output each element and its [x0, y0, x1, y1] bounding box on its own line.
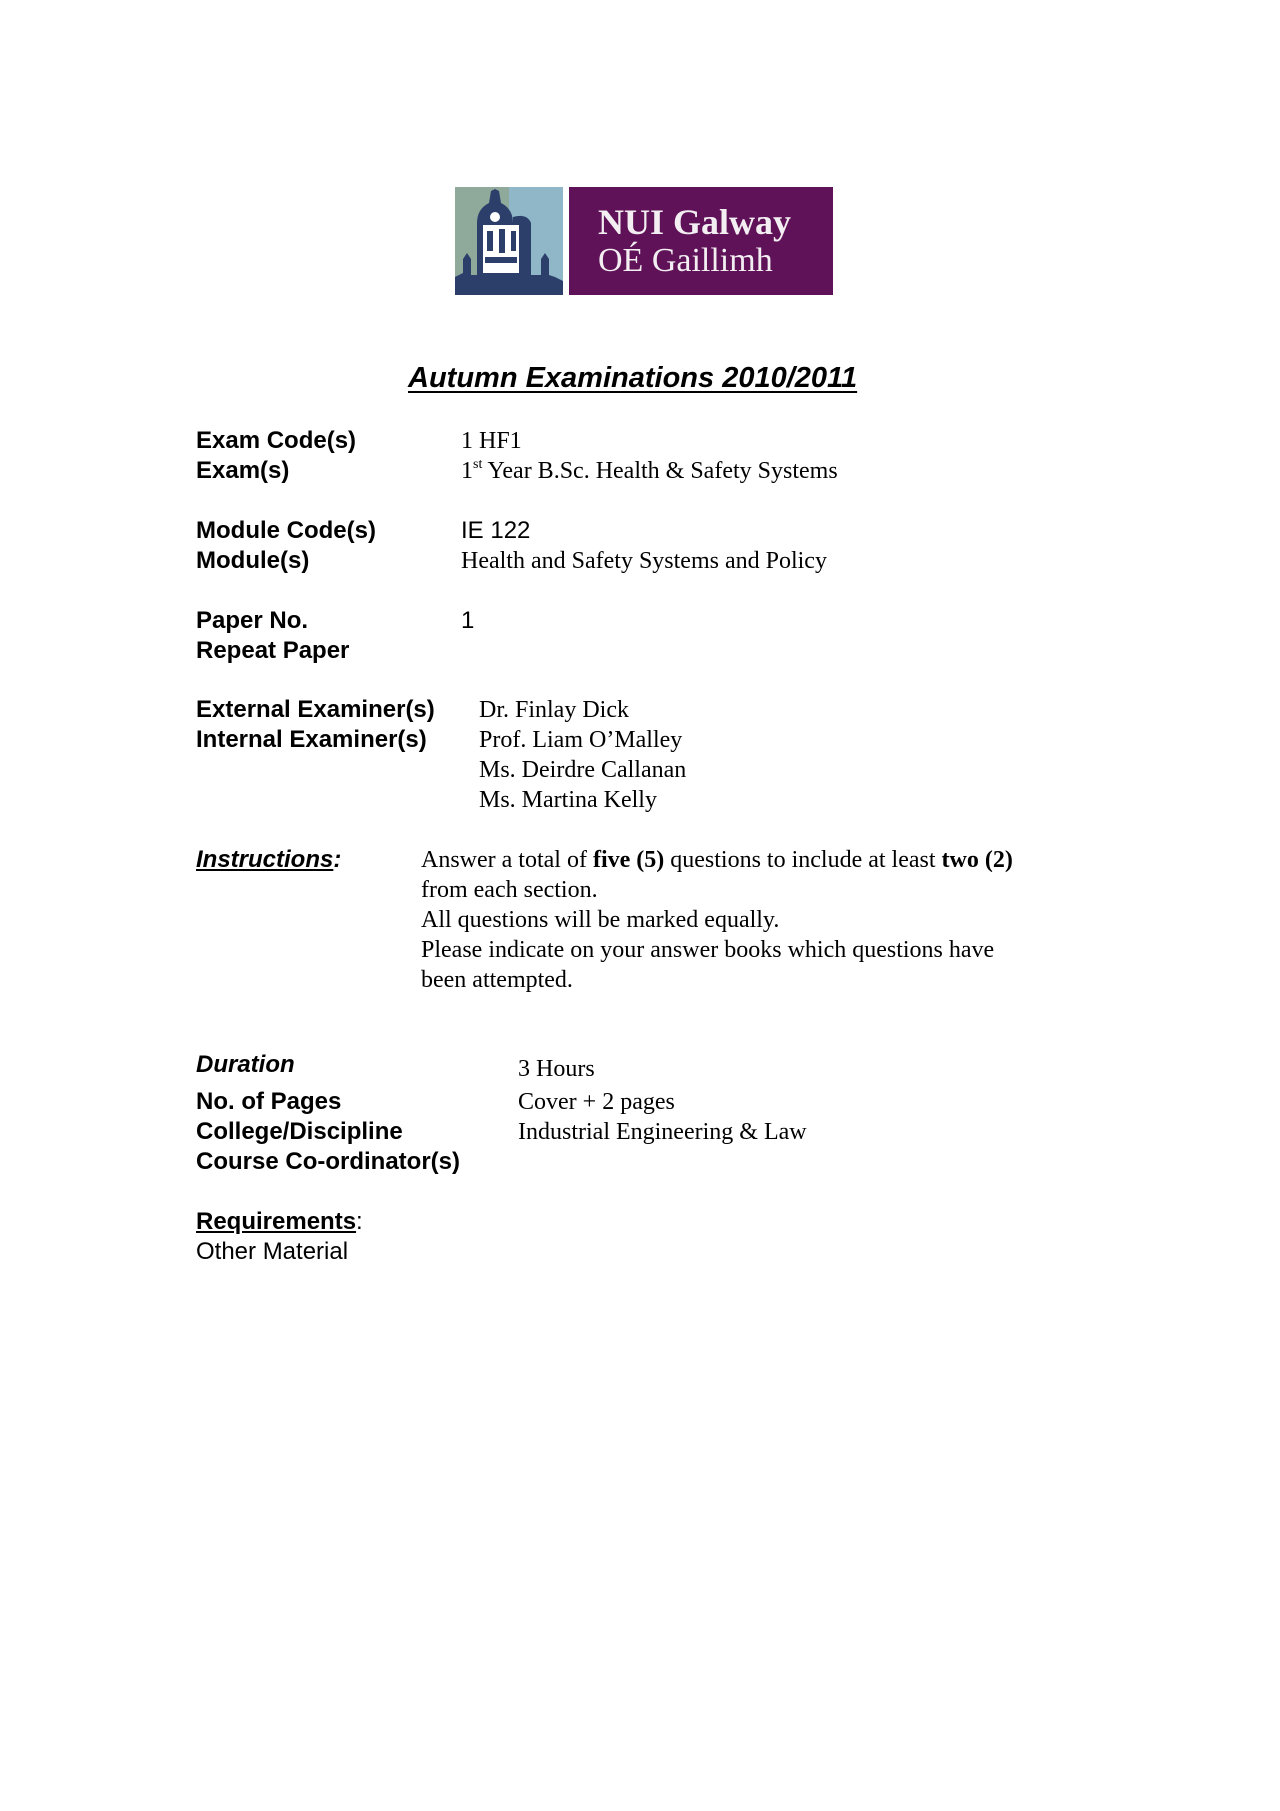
exams-value	[461, 456, 838, 486]
instructions-label	[196, 845, 341, 875]
internal-examiner-3: Ms. Martina Kelly	[479, 787, 657, 813]
internal-examiner-1: Prof. Liam O’Malley	[479, 727, 683, 753]
requirements-label	[196, 1207, 363, 1237]
exam-code-value: 1 HF1	[461, 428, 522, 454]
repeat-paper-label: Repeat Paper	[196, 637, 350, 664]
logo-text-english: NUI Galway	[598, 202, 792, 242]
requirements-colon: :	[356, 1208, 363, 1235]
external-examiner-1: Dr. Finlay Dick	[479, 697, 629, 723]
instructions-line-2: from each section.	[421, 877, 598, 903]
instr-emphasis-two: two (2)	[941, 847, 1013, 873]
module-code-value: IE 122	[461, 517, 531, 544]
instr-text: Answer a total of	[421, 847, 593, 873]
exams-year-number: 1	[461, 458, 473, 484]
paper-no-value: 1	[461, 607, 475, 634]
instructions-line-5: been attempted.	[421, 967, 573, 993]
modules-value: Health and Safety Systems and Policy	[461, 548, 827, 574]
duration-value: 3 Hours	[518, 1056, 595, 1082]
instr-emphasis-five: five (5)	[592, 847, 665, 873]
external-examiners-label: External Examiner(s)	[196, 696, 435, 723]
pages-value: Cover + 2 pages	[518, 1089, 675, 1115]
exams-year-suffix: st	[473, 457, 483, 472]
coordinator-label: Course Co-ordinator(s)	[196, 1148, 460, 1175]
instructions-line-1	[421, 845, 1013, 875]
paper-no-label: Paper No.	[196, 607, 309, 634]
instructions-line-4: Please indicate on your answer books which questions have	[421, 937, 995, 963]
internal-examiners-label: Internal Examiner(s)	[196, 726, 427, 753]
requirements-label-text: Requirements	[196, 1208, 357, 1235]
pages-label: No. of Pages	[196, 1088, 342, 1115]
instructions-label-text: Instructions	[196, 846, 334, 873]
page-title: Autumn Examinations 2010/2011	[408, 362, 858, 394]
college-label: College/Discipline	[196, 1118, 403, 1145]
internal-examiner-2: Ms. Deirdre Callanan	[479, 757, 687, 783]
exam-code-label: Exam Code(s)	[196, 427, 357, 454]
instr-text: questions to include at least	[664, 847, 942, 873]
logo-wordmark	[569, 187, 833, 295]
college-value: Industrial Engineering & Law	[518, 1119, 807, 1145]
duration-label: Duration	[196, 1051, 295, 1078]
exams-programme: Year B.Sc. Health & Safety Systems	[482, 458, 838, 484]
module-code-label: Module Code(s)	[196, 517, 376, 544]
other-material: Other Material	[196, 1238, 349, 1265]
university-logo	[455, 187, 833, 295]
instructions-colon: :	[333, 846, 342, 873]
exams-label: Exam(s)	[196, 457, 290, 484]
logo-text-irish: OÉ Gaillimh	[598, 242, 773, 279]
crest-tower-icon	[455, 187, 563, 295]
instructions-line-3: All questions will be marked equally.	[421, 907, 780, 933]
modules-label: Module(s)	[196, 547, 310, 574]
